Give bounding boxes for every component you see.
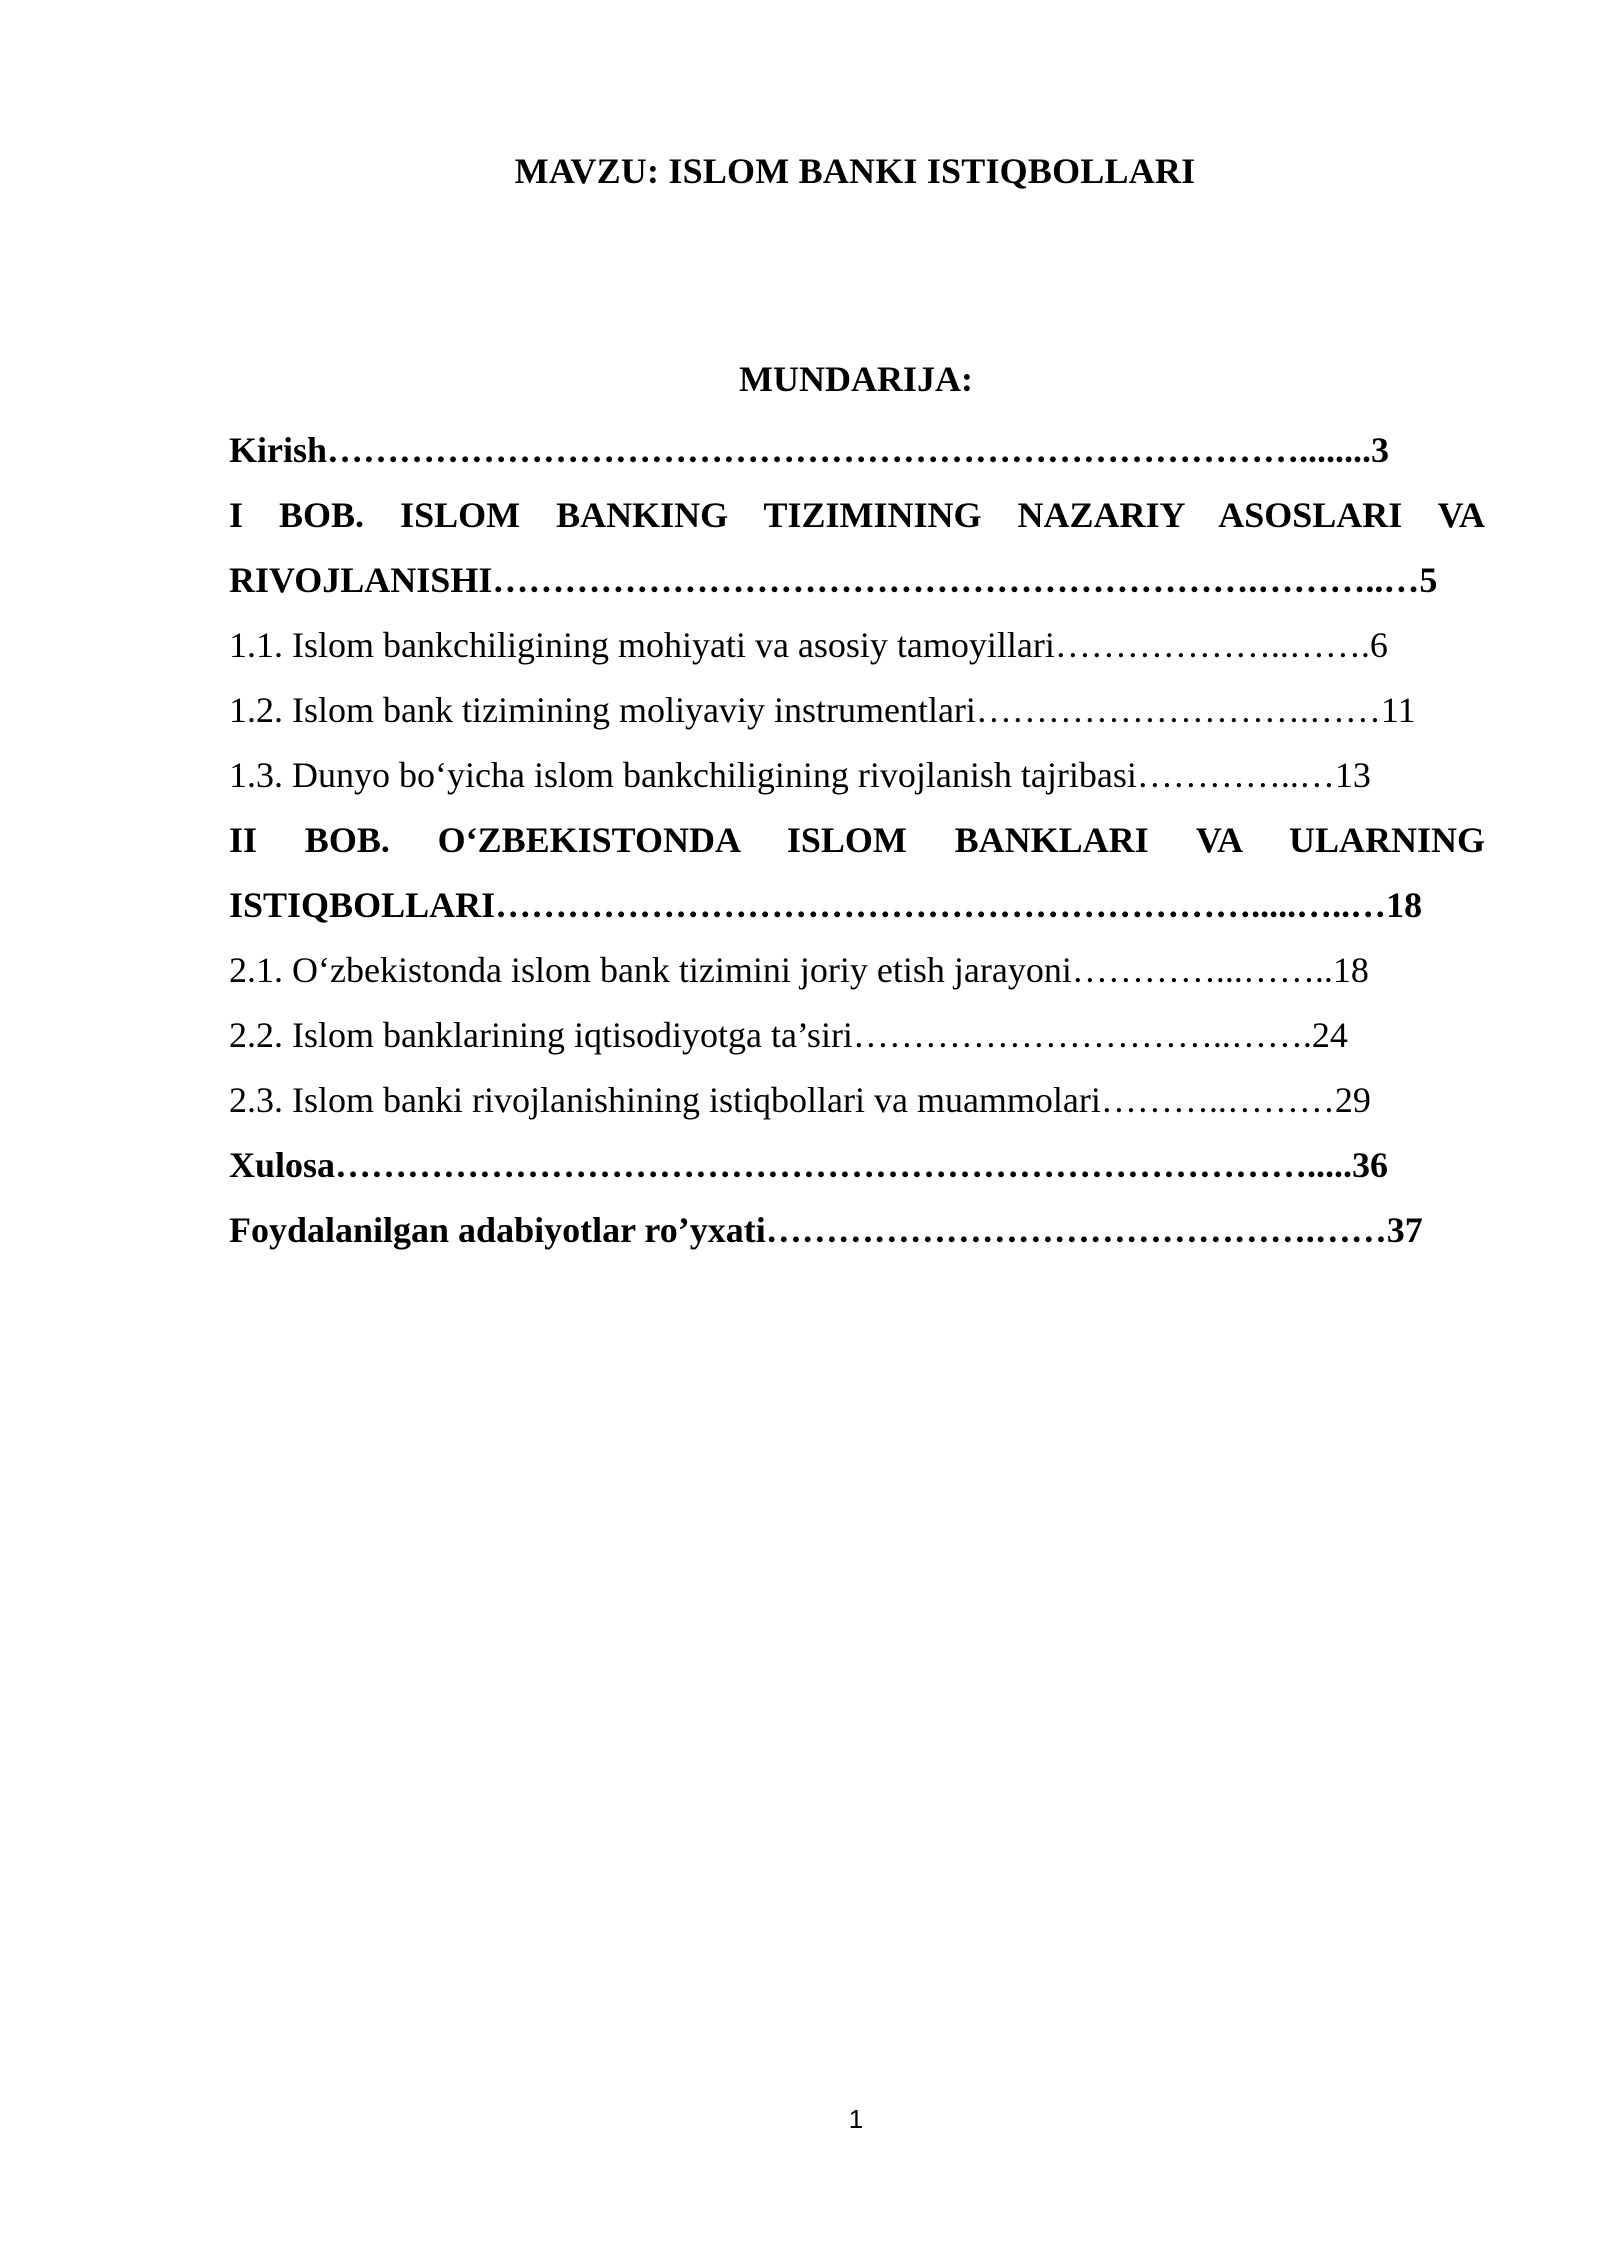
toc-entry-chapter-2-title: II BOB. O‘ZBEKISTONDA ISLOM BANKLARI VA ULARNING: [229, 820, 1485, 860]
toc-entry-section-2-2: 2.2. Islom banklarining iqtisodiyotga ta’siri…………………………..…….24: [229, 1015, 1348, 1055]
toc-entry-section-2-3: 2.3. Islom banki rivojlanishining istiqbollari va muammolari………..………29: [229, 1080, 1371, 1120]
toc-entry-chapter-1-title: I BOB. ISLOM BANKING TIZIMINING NAZARIY ASOSLARI VA: [229, 495, 1485, 535]
page-number: 1: [848, 2104, 864, 2134]
toc-entry-introduction: Kirish………………………………………………………………………........3: [229, 430, 1390, 470]
toc-entry-section-2-1: 2.1. O‘zbekistonda islom bank tizimini joriy etish jarayoni…………...……..18: [229, 950, 1369, 990]
toc-entry-section-1-2: 1.2. Islom bank tizimining moliyaviy instrumentlari……………………….……11: [229, 690, 1416, 730]
toc-entry-section-1-1: 1.1. Islom bankchiligining mohiyati va asosiy tamoyillari………………..…….6: [229, 625, 1388, 665]
toc-entry-references: Foydalanilgan adabiyotlar ro’yxati……………………………………….……37: [229, 1210, 1423, 1250]
table-of-contents-heading: MUNDARIJA:: [739, 359, 973, 399]
toc-entry-section-1-3: 1.3. Dunyo bo‘yicha islom bankchiligining rivojlanish tajribasi…………..…13: [229, 755, 1371, 795]
toc-entry-chapter-2-continued: ISTIQBOLLARI……………………………………………………….....…..…18: [229, 885, 1423, 925]
toc-entry-conclusion: Xulosa……………………………………………………………………….....36: [229, 1145, 1389, 1185]
document-topic-title: MAVZU: ISLOM BANKI ISTIQBOLLARI: [514, 151, 1196, 191]
table-of-contents: [229, 418, 1485, 1263]
toc-entry-chapter-1-continued: RIVOJLANISHI……………………………………………………….………..…5: [229, 560, 1438, 600]
